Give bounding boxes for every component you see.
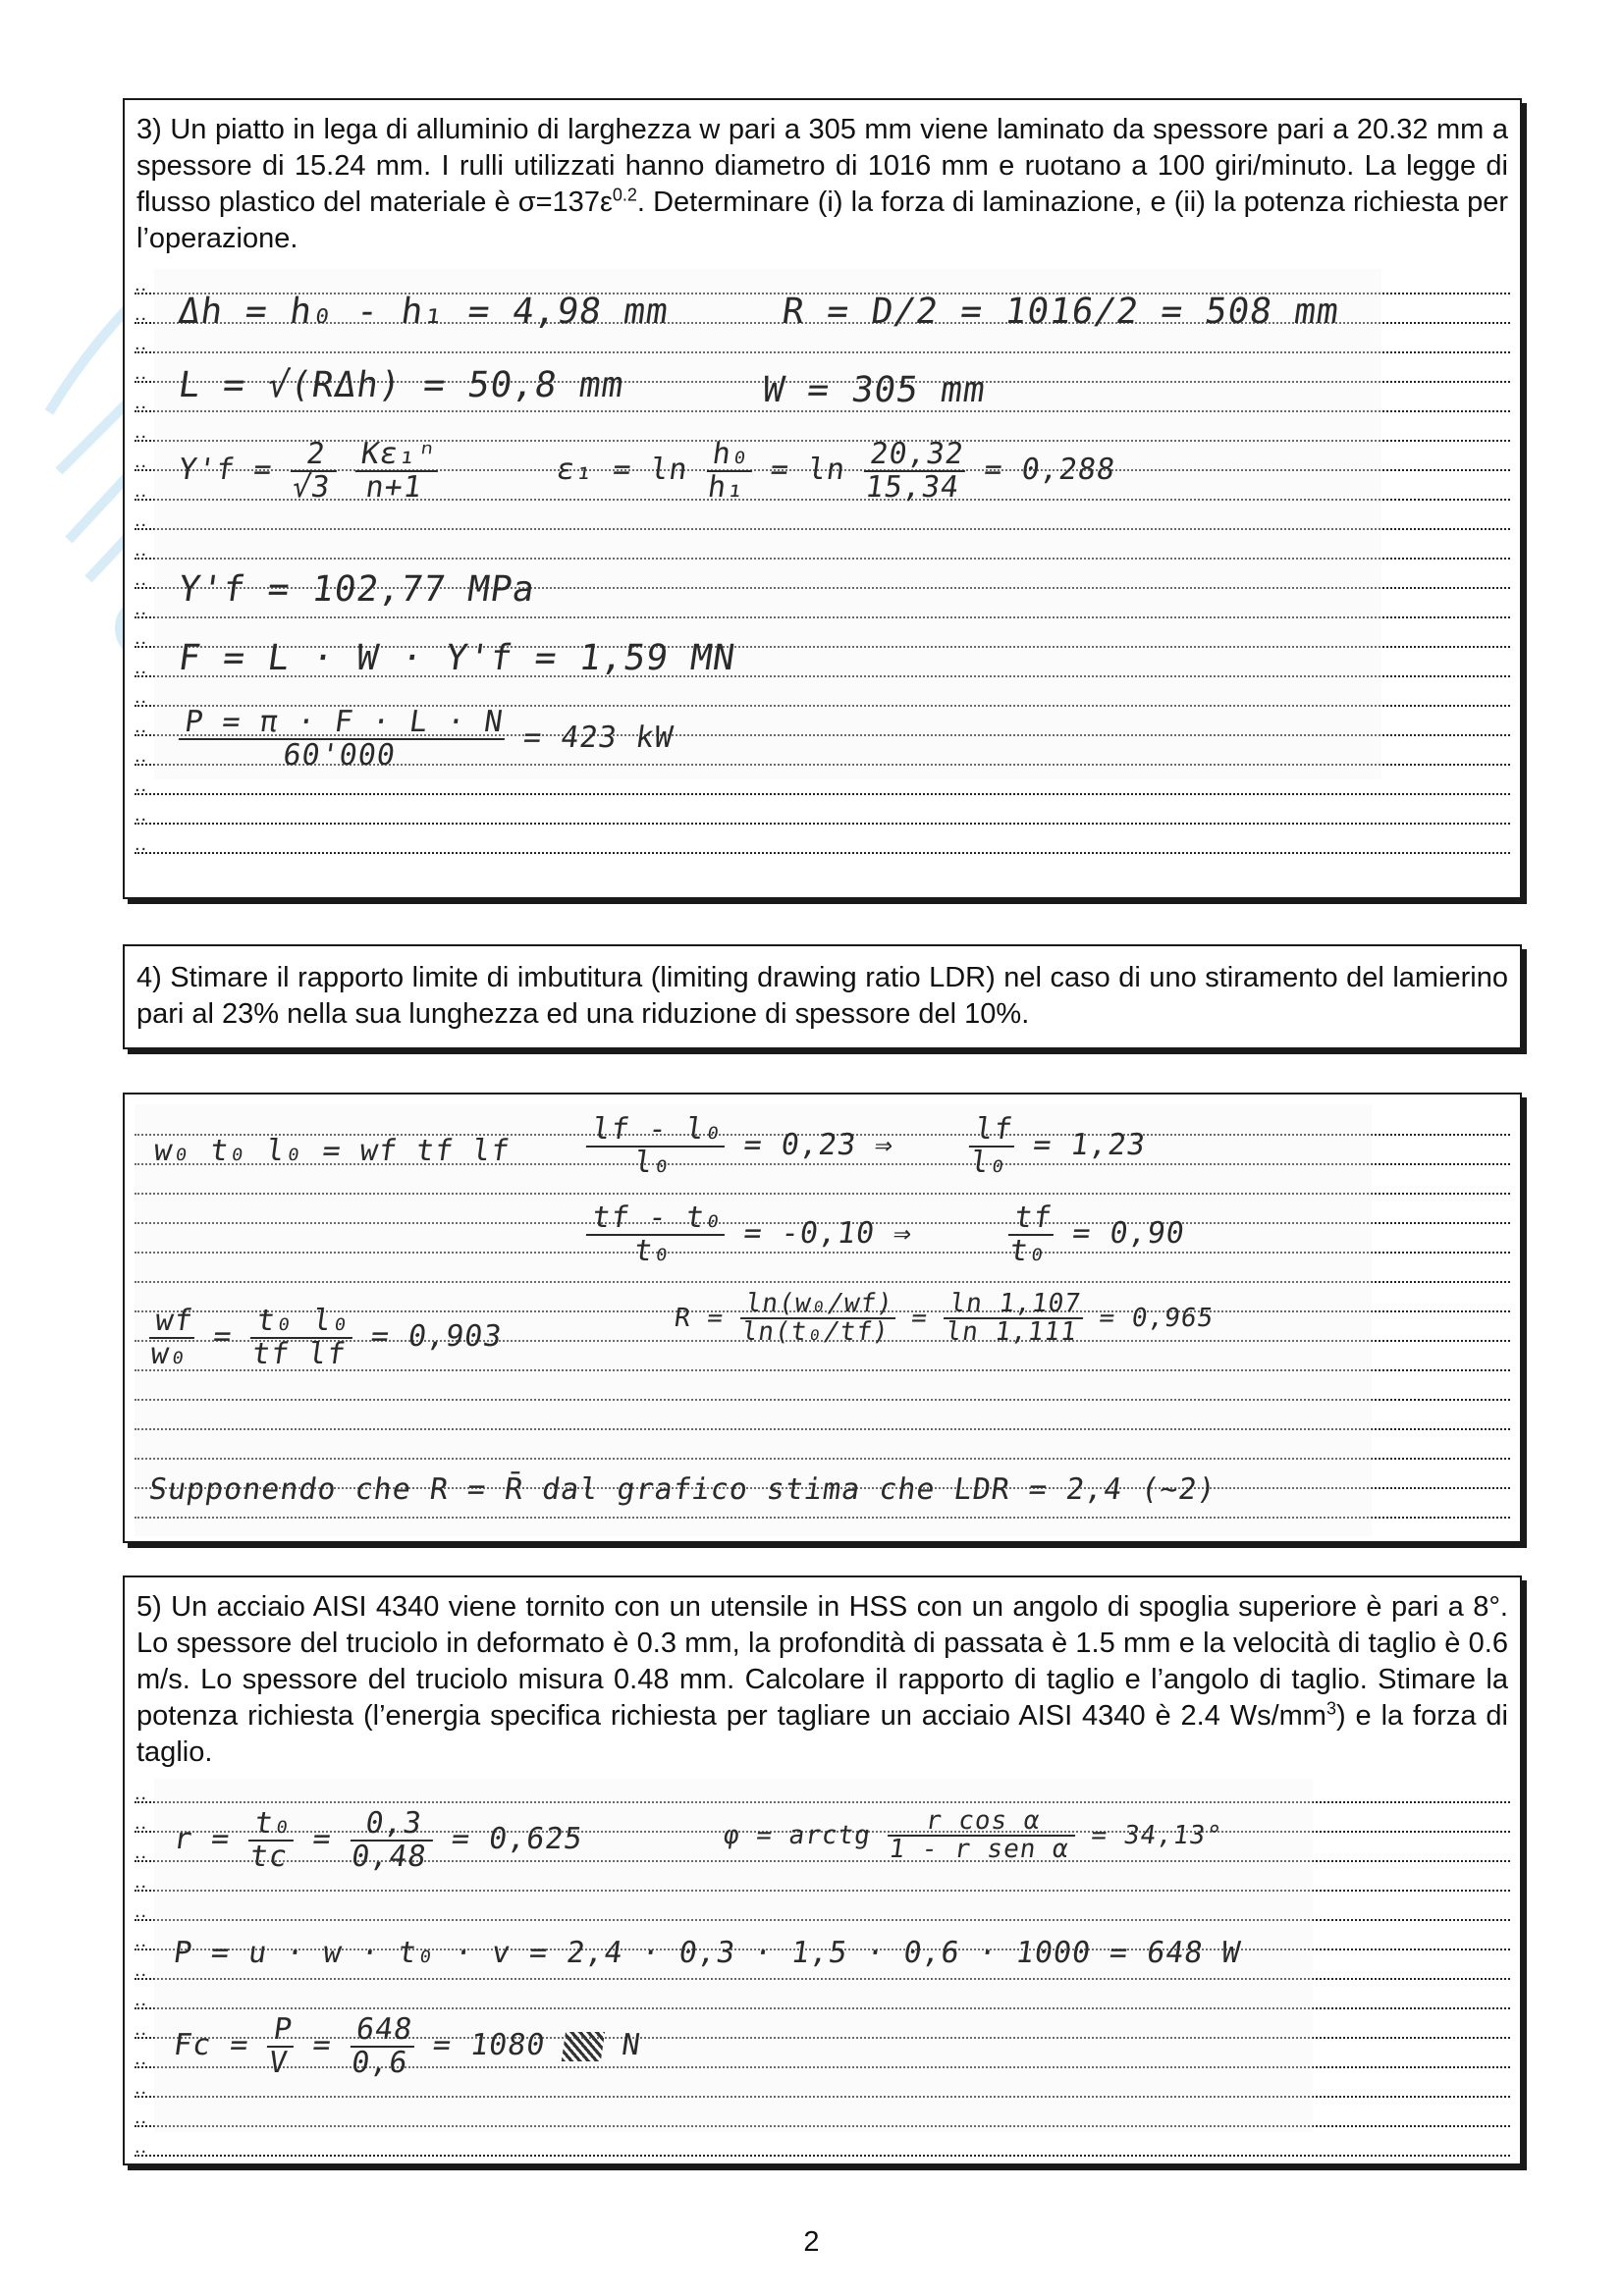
hw-width: W = 305 mm — [760, 370, 989, 410]
hw-shear-angle: φ = arctg $\frac{\text{r cos α}}{\text{1 - r sen α}}$ = 34,13° — [721, 1806, 1224, 1865]
hw-contact-length: L = √(RΔh) = 50,8 mm — [176, 365, 627, 405]
hw-flow-stress-formula: Y'f = $\frac{2}{√3}$ $\frac{\text{Kε₁ⁿ}}{n+1}$ — [174, 439, 442, 503]
hw-thickness-strain: $\frac{\text{tf - t₀}}{\text{t₀}}$ = -0,10 ⇒ — [581, 1202, 916, 1266]
hw-length-ratio: $\frac{lf}{\text{l₀}}$ = 1,23 — [968, 1112, 1149, 1180]
hw-chip-ratio: r = $\frac{\text{t₀}}{tc}$ = $\frac{0,3}{0,48}$ = 0,625 — [171, 1806, 585, 1874]
answer-lines: .. .. .. .. .. .. .. .. .. .. .. .. .. — [135, 1774, 1510, 2157]
exercise-4-answer-box — [123, 1093, 1522, 1543]
exercise-4-question: 4) Stimare il rapporto limite di imbutitura (limiting drawing ratio LDR) nel caso di uno stiramento del lamierino pari al 23% nella sua lunghezza ed una riduzione di spessore del 10%. — [136, 962, 1508, 1030]
hw-delta-h: Δh = h₀ - h₁ = 4,98 mm — [176, 292, 672, 332]
hw-flow-stress-value: Y'f = 102,77 MPa — [176, 569, 538, 610]
exercise-3-box — [123, 98, 1522, 899]
exercise-5-box — [123, 1575, 1522, 2165]
hw-radius: R = D/2 = 1016/2 = 508 mm — [780, 292, 1342, 332]
page-number: 2 — [803, 2226, 820, 2258]
exercise-4-box — [123, 944, 1522, 1049]
scanned-area — [154, 269, 1381, 779]
hw-anisotropy: R = $\frac{\text{ln(w₀/wf)}}{\text{ln(t₀/tf)}}$ = $\frac{\ln 1,107}{\ln 1,111}$ = 0,965 — [672, 1289, 1217, 1348]
hw-thickness-ratio: $\frac{tf}{\text{t₀}}$ = 0,90 — [1007, 1201, 1188, 1268]
hw-true-strain: ε₁ = ln $\frac{\text{h₀}}{\text{h₁}}$ = ln $\frac{20,32}{15,34}$ = 0,288 — [554, 437, 1118, 505]
hw-cutting-force: Fc = $\frac{P}{V}$ = $\frac{648}{0,6}$ = 1080 N — [171, 2012, 643, 2080]
hw-width-ratio: $\frac{wf}{\text{w₀}}$ = $\frac{\text{t₀ l₀}}{\text{tf lf}}$ = 0,903 — [148, 1304, 505, 1371]
exercise-5-question: 5) Un acciaio AISI 4340 viene tornito con un utensile in HSS con un angolo di spoglia superiore è pari a 8°. Lo spessore del truciolo in deformato è 0.3 mm, la profondità di passata è 1.5 mm e la velocità di taglio è 0.6 m/s. Lo spessore del truciolo misura 0.48 mm. Calcolare il rapporto di taglio e l’angolo di taglio. Stimare la potenza richiesta (l’energia specifica richiesta per tagliare un acciaio AISI 4340 è 2.4 $Ws/mm^3$) e la forza di taglio. — [136, 1591, 1508, 1768]
hw-volume-constancy: w₀ t₀ l₀ = wf tf lf — [151, 1134, 513, 1168]
answer-lines: .. .. .. .. .. .. .. .. .. .. .. .. .. .. .. .. .. .. .. .. — [135, 265, 1510, 854]
hw-length-strain: $\frac{\text{lf - l₀}}{\text{l₀}}$ = 0,23 ⇒ — [581, 1114, 897, 1178]
scribble-mark — [562, 2032, 605, 2061]
hw-cutting-power: P = u · w · t₀ · v = 2,4 · 0,3 · 1,5 · 0,6 · 1000 = 648 W — [171, 1936, 1243, 1970]
hw-rolling-force: F = L · W · Y'f = 1,59 MN — [176, 638, 738, 678]
hw-ldr-conclusion: Supponendo che R = R̄ dal grafico stima che LDR = 2,4 (~2) — [146, 1472, 1218, 1507]
exercise-3-question: 3) Un piatto in lega di alluminio di larghezza w pari a 305 mm viene laminato da spessore pari a 20.32 mm a spessore di 15.24 mm. I rulli utilizzati hanno diametro di 1016 mm e ruotano a 100 giri/minuto. La legge di flusso plastico del materiale è $\sigma=137\varepsilon^{0.2}$. Determinare (i) la forza di laminazione, e (ii) la potenza richiesta per l’operazione. — [136, 114, 1508, 254]
hw-power: $\frac{P = \pi \cdot F \cdot L \cdot N}{60'000}$ = 423 kW — [174, 707, 677, 771]
